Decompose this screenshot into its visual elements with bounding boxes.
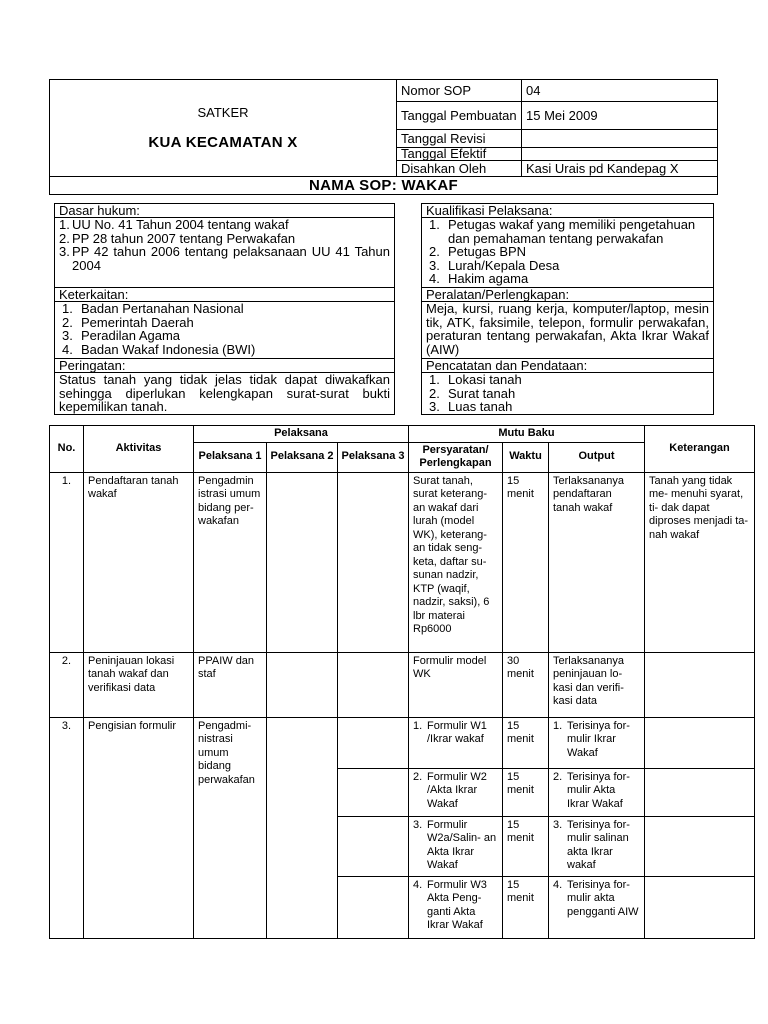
sub-keterangan	[645, 768, 755, 816]
pencatatan-list	[422, 373, 713, 414]
pencatatan-heading: Pencatatan dan Pendataan:	[422, 359, 713, 373]
row-waktu: 15 menit	[503, 472, 549, 652]
field-label-tanggal-efektif: Tanggal Efektif	[397, 148, 522, 161]
field-label-tanggal-pembuatan: Tanggal Pembuatan	[397, 102, 522, 130]
row-aktivitas: Peninjauan lokasi tanah wakaf dan verifikasi data	[84, 652, 194, 717]
row-pelaksana-3	[338, 717, 409, 768]
list-item: 1. Lokasi tanah	[429, 373, 522, 387]
peringatan-heading: Peringatan:	[55, 359, 394, 373]
list-item: 3. Luas tanah	[429, 399, 513, 414]
row-aktivitas: Pengisian formulir	[84, 717, 194, 938]
sub-output: 2. Terisinya for- mulir Akta Ikrar Wakaf	[549, 768, 645, 816]
row-keterangan	[645, 652, 755, 717]
field-value-disahkan-oleh: Kasi Urais pd Kandepag X	[522, 161, 718, 177]
sub-output: 3. Terisinya for- mulir salinan akta Ikrar wakaf	[549, 816, 645, 876]
peralatan-heading: Peralatan/Perlengkapan:	[422, 288, 713, 302]
list-item: 4. Hakim agama	[429, 271, 529, 286]
list-item: 1. Badan Pertanahan Nasional	[62, 302, 244, 316]
row-number: 1.	[50, 472, 84, 652]
right-info-box	[421, 203, 714, 415]
peringatan-text: Status tanah yang tidak jelas tidak dapat diwakafkan sehingga diperlukan kelengkapan surat-surat bukti kepemilikan tanah.	[59, 373, 390, 414]
field-label-nomor-sop: Nomor SOP	[397, 80, 522, 102]
row-aktivitas: Pendaftaran tanah wakaf	[84, 472, 194, 652]
table-row	[50, 472, 755, 652]
col-header-pelaksana-3: Pelaksana 3	[338, 442, 409, 472]
row-pelaksana-2	[267, 652, 338, 717]
col-header-output: Output	[549, 442, 645, 472]
list-item: 2. PP 28 tahun 2007 tentang Perwakafan	[59, 230, 296, 246]
row-pelaksana-3	[338, 816, 409, 876]
row-keterangan: Tanah yang tidak me- menuhi syarat, ti- dak dapat diproses menjadi ta- nah wakaf	[645, 472, 755, 652]
list-item: 4. Badan Wakaf Indonesia (BWI)	[62, 341, 256, 357]
row-pelaksana-1: PPAIW dan staf	[194, 652, 267, 717]
table-row	[50, 717, 755, 768]
list-item: 1. UU No. 41 Tahun 2004 tentang wakaf	[59, 218, 289, 232]
kualifikasi-list	[422, 218, 713, 288]
sub-waktu: 15 menit	[503, 768, 549, 816]
col-header-pelaksana-2: Pelaksana 2	[267, 442, 338, 472]
sub-waktu: 15 menit	[503, 876, 549, 938]
col-header-waktu: Waktu	[503, 442, 549, 472]
col-header-no: No.	[50, 426, 84, 473]
left-info-box	[54, 203, 395, 415]
row-number: 2.	[50, 652, 84, 717]
kualifikasi-heading: Kualifikasi Pelaksana:	[422, 204, 713, 218]
keterkaitan-list	[55, 302, 394, 359]
sub-output: 4. Terisinya for- mulir akta pengganti AIW	[549, 876, 645, 938]
sub-keterangan	[645, 717, 755, 768]
row-pelaksana-2	[267, 717, 338, 938]
field-value-tanggal-revisi	[522, 130, 718, 148]
sop-name-title: NAMA SOP: WAKAF	[50, 177, 718, 195]
field-value-tanggal-efektif	[522, 148, 718, 161]
row-number: 3.	[50, 717, 84, 938]
sub-persyaratan: 2. Formulir W2 /Akta Ikrar Wakaf	[409, 768, 503, 816]
dasar-hukum-heading: Dasar hukum:	[55, 204, 394, 218]
field-label-tanggal-revisi: Tanggal Revisi	[397, 130, 522, 148]
row-pelaksana-3	[338, 876, 409, 938]
row-persyaratan: Surat tanah, surat keterang- an wakaf dari lurah (model WK), keterang- an tidak seng- keta, daftar su- sunan nadzir, KTP (waqif, nadzir, saksi), 6 lbr materai Rp6000	[409, 472, 503, 652]
list-item: 3. PP 42 tahun 2006 tentang pelaksanaan UU 41 Tahun 2004	[59, 244, 390, 273]
sub-persyaratan: 1. Formulir W1 /Ikrar wakaf	[409, 717, 503, 768]
field-value-tanggal-pembuatan: 15 Mei 2009	[522, 102, 718, 130]
peralatan-text: Meja, kursi, ruang kerja, komputer/laptop, mesin tik, ATK, faksimile, telepon, formulir perwakafan, peraturan tentang perwakafan, Akta Ikrar Wakaf (AIW)	[422, 302, 713, 359]
office-name: KUA KECAMATAN X	[148, 134, 298, 151]
field-label-disahkan-oleh: Disahkan Oleh	[397, 161, 522, 177]
col-header-aktivitas: Aktivitas	[84, 426, 194, 473]
row-persyaratan: Formulir model WK	[409, 652, 503, 717]
row-pelaksana-1: Pengadmin istrasi umum bidang per- wakafan	[194, 472, 267, 652]
row-output: Terlaksananya peninjauan lo- kasi dan verifi- kasi data	[549, 652, 645, 717]
col-group-mutu-baku: Mutu Baku	[409, 426, 645, 443]
activity-table	[49, 425, 755, 939]
list-item: 1. Petugas wakaf yang memiliki pengetahuan dan pemahaman tentang perwakafan	[429, 218, 696, 246]
row-pelaksana-1: Pengadmi- nistrasi umum bidang perwakafan	[194, 717, 267, 938]
sub-waktu: 15 menit	[503, 717, 549, 768]
sub-keterangan	[645, 876, 755, 938]
row-pelaksana-3	[338, 768, 409, 816]
col-header-persyaratan: Persyaratan/ Perlengkapan	[409, 442, 503, 472]
col-header-pelaksana-1: Pelaksana 1	[194, 442, 267, 472]
sop-header-table	[49, 79, 718, 195]
sub-keterangan	[645, 816, 755, 876]
list-item: 2. Petugas BPN	[429, 244, 527, 259]
sub-output: 1. Terisinya for- mulir Ikrar Wakaf	[549, 717, 645, 768]
sub-persyaratan: 3. Formulir W2a/Salin- an Akta Ikrar Wakaf	[409, 816, 503, 876]
row-pelaksana-2	[267, 472, 338, 652]
row-pelaksana-3	[338, 652, 409, 717]
row-output: Terlaksananya pendaftaran tanah wakaf	[549, 472, 645, 652]
table-row	[50, 652, 755, 717]
row-pelaksana-3	[338, 472, 409, 652]
satker-cell	[50, 80, 397, 177]
sub-waktu: 15 menit	[503, 816, 549, 876]
col-header-keterangan: Keterangan	[645, 426, 755, 473]
keterkaitan-heading: Keterkaitan:	[55, 288, 394, 302]
list-item: 3. Lurah/Kepala Desa	[429, 257, 560, 273]
dasar-hukum-list	[55, 218, 394, 288]
col-group-pelaksana: Pelaksana	[194, 426, 409, 443]
field-value-nomor-sop: 04	[522, 80, 718, 102]
list-item: 2. Pemerintah Daerah	[62, 314, 194, 330]
sub-persyaratan: 4. Formulir W3 Akta Peng- ganti Akta Ikrar Wakaf	[409, 876, 503, 938]
list-item: 3. Peradilan Agama	[62, 328, 181, 343]
list-item: 2. Surat tanah	[429, 385, 516, 401]
row-waktu: 30 menit	[503, 652, 549, 717]
satker-label: SATKER	[197, 105, 249, 120]
